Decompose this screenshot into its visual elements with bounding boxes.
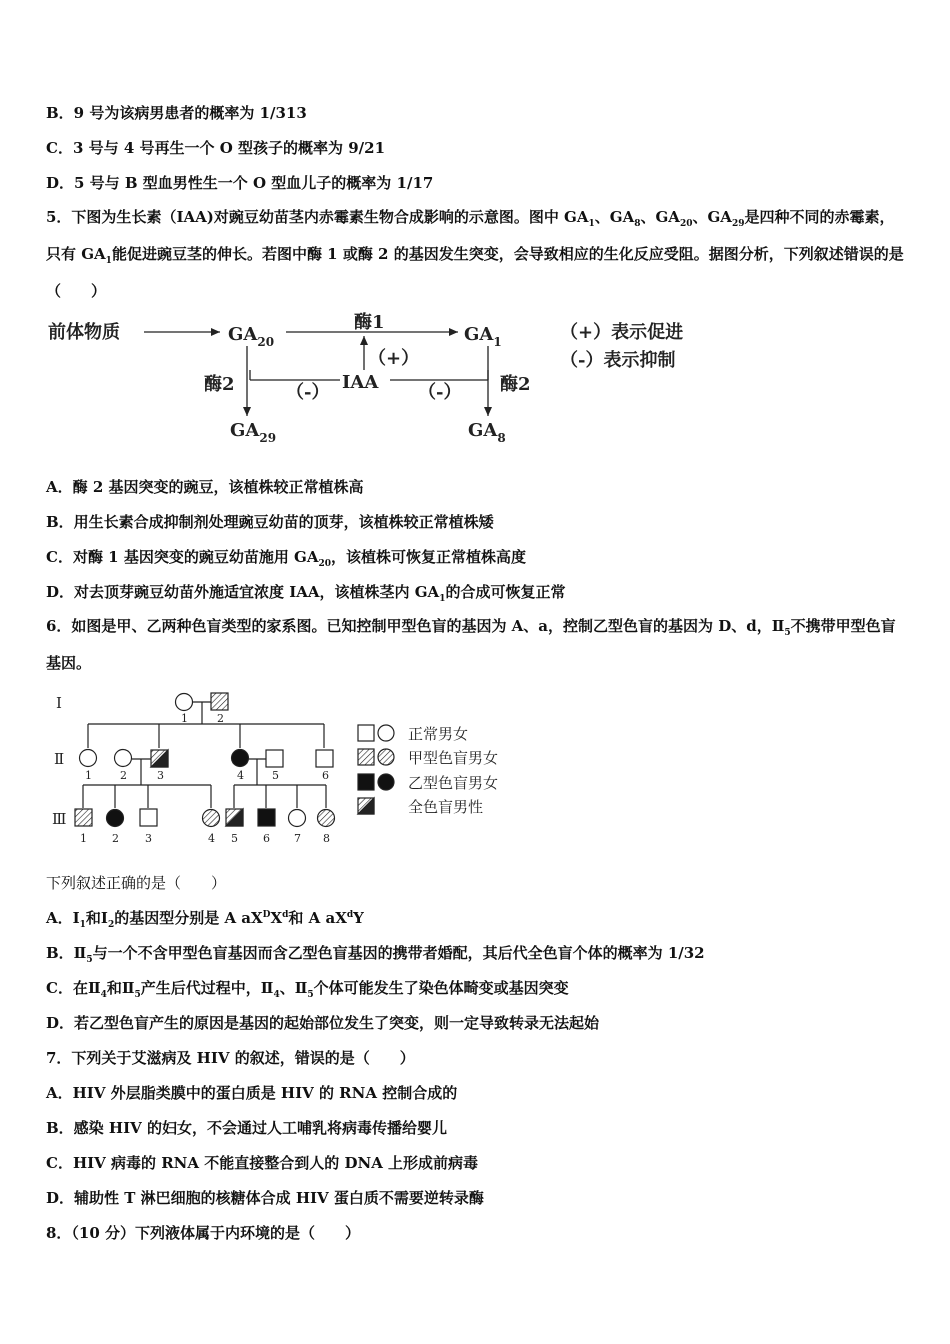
individual-iii6 xyxy=(258,809,275,826)
individual-iii2 xyxy=(107,810,124,827)
inhibit-sign-left: （-） xyxy=(286,382,330,403)
ga1-label: $GA_1$ xyxy=(464,324,502,349)
q7-option-d: D．辅助性 T 淋巴细胞的核糖体合成 HIV 蛋白质不需要逆转录酶 xyxy=(46,1189,484,1207)
q6-option-c: C．在$Ⅱ_4$和$Ⅱ_5$产生后代过程中，$Ⅱ_4$、$Ⅱ_5$个体可能发生了染色体畸变或基因突变 xyxy=(46,979,569,1000)
svg-text:3: 3 xyxy=(145,832,152,845)
q8-stem: 8．（10 分）下列液体属于内环境的是（ ） xyxy=(46,1224,361,1242)
individual-iii4 xyxy=(203,810,220,827)
q5-option-b: B．用生长素合成抑制剂处理豌豆幼苗的顶芽，该植株较正常植株矮 xyxy=(46,513,494,531)
q6-question: 下列叙述正确的是（ ） xyxy=(46,874,227,892)
q7-option-a: A．HIV 外层脂类膜中的蛋白质是 HIV 的 RNA 控制合成的 xyxy=(46,1084,458,1102)
legend-type-b: 乙型色盲男女 xyxy=(408,774,499,792)
q4-option-d: D．5 号与 B 型血男性生一个 O 型血儿子的概率为 1/17 xyxy=(46,174,434,192)
q5-stem: 5．下图为生长素（IAA)对豌豆幼苗茎内赤霉素生物合成影响的示意图。图中 $GA_1$、$GA_8$、$GA_{20}$、$GA_{29}$是四种不同的赤霉素，只有 $GA_1$能促进豌豆茎的伸长。若图中酶 1 或酶 2 的基因发生突变，会导致相应的生化反应受阻。据图分析，下列叙述错误的是（ ） xyxy=(46,208,904,300)
q4-option-c: C．3 号与 4 号再生一个 O 型孩子的概率为 9/21 xyxy=(46,139,386,157)
enzyme2-left-label: 酶2 xyxy=(204,374,235,395)
q5-option-c: C．对酶 1 基因突变的豌豆幼苗施用 $GA_{20}$，该植株可恢复正常植株高度 xyxy=(46,548,527,569)
individual-i2 xyxy=(211,693,228,710)
q6-stem: 6．如图是甲、乙两种色盲类型的家系图。已知控制甲型色盲的基因为 A、a，控制乙型色盲的基因为 D、d，$Ⅱ_5$不携带甲型色盲基因。 xyxy=(46,617,896,672)
inhibit-sign-right: （-） xyxy=(418,382,462,403)
svg-text:8: 8 xyxy=(323,832,330,845)
q7-stem: 7．下列关于艾滋病及 HIV 的叙述，错误的是（ ） xyxy=(46,1049,415,1067)
individual-iii8 xyxy=(318,810,335,827)
svg-text:2: 2 xyxy=(120,769,127,782)
svg-text:6: 6 xyxy=(322,769,329,782)
svg-text:2: 2 xyxy=(217,712,224,725)
precursor-label: 前体物质 xyxy=(48,322,120,343)
svg-text:1: 1 xyxy=(80,832,87,845)
q6-option-d: D．若乙型色盲产生的原因是基因的起始部位发生了突变，则一定导致转录无法起始 xyxy=(46,1014,600,1032)
promote-sign: （+） xyxy=(368,348,420,369)
q7-option-b: B．感染 HIV 的妇女，不会通过人工哺乳将病毒传播给婴儿 xyxy=(46,1119,447,1137)
generation-iii-label: Ⅲ xyxy=(52,810,67,828)
individual-i1 xyxy=(176,694,193,711)
svg-text:1: 1 xyxy=(181,712,188,725)
svg-text:1: 1 xyxy=(85,769,92,782)
ga20-label: $GA_{20}$ xyxy=(228,324,275,349)
svg-text:3: 3 xyxy=(157,769,164,782)
individual-iii1 xyxy=(75,809,92,826)
q5-option-d: D．对去顶芽豌豆幼苗外施适宜浓度 IAA，该植株茎内 $GA_1$的合成可恢复正常 xyxy=(46,583,566,604)
svg-text:6: 6 xyxy=(263,832,270,845)
individual-iii3 xyxy=(140,809,157,826)
legend-inhibit: （-）表示抑制 xyxy=(560,350,676,371)
ga29-label: $GA_{29}$ xyxy=(230,420,277,445)
legend-type-a: 甲型色盲男女 xyxy=(408,749,499,767)
generation-ii-label: Ⅱ xyxy=(54,750,65,768)
individual-ii6 xyxy=(316,750,333,767)
legend-promote: （+）表示促进 xyxy=(560,322,684,343)
q5-option-a: A．酶 2 基因突变的豌豆，该植株较正常植株高 xyxy=(46,478,364,496)
q7-option-c: C．HIV 病毒的 RNA 不能直接整合到人的 DNA 上形成前病毒 xyxy=(46,1154,479,1172)
svg-text:5: 5 xyxy=(231,832,238,845)
enzyme1-label: 酶1 xyxy=(354,312,385,333)
ga8-label: $GA_8$ xyxy=(468,420,506,445)
legend-total: 全色盲男性 xyxy=(408,798,484,816)
gibberellin-pathway-diagram xyxy=(40,308,700,458)
individual-ii5 xyxy=(266,750,283,767)
q4-option-b: B．9 号为该病男患者的概率为 1/313 xyxy=(46,104,307,122)
generation-i-label: Ⅰ xyxy=(56,694,62,712)
svg-text:4: 4 xyxy=(208,832,215,845)
individual-ii4 xyxy=(232,750,249,767)
individual-ii2 xyxy=(115,750,132,767)
pedigree-legend xyxy=(358,725,394,814)
q6-option-a: A．$Ⅰ_1$和$Ⅰ_2$的基因型分别是 A $aX^DX^d$和 A $aX^dY$ xyxy=(46,909,364,930)
q6-option-b: B．$Ⅱ_5$与一个不含甲型色盲基因而含乙型色盲基因的携带者婚配，其后代全色盲个体的概率为 1/32 xyxy=(46,944,705,965)
enzyme2-right-label: 酶2 xyxy=(500,374,531,395)
individual-ii1 xyxy=(80,750,97,767)
pedigree-chart xyxy=(40,682,540,852)
legend-normal: 正常男女 xyxy=(408,725,469,743)
iaa-label: IAA xyxy=(342,372,379,393)
svg-text:4: 4 xyxy=(237,769,244,782)
svg-text:2: 2 xyxy=(112,832,119,845)
svg-text:7: 7 xyxy=(294,832,301,845)
svg-text:5: 5 xyxy=(272,769,279,782)
individual-iii7 xyxy=(289,810,306,827)
